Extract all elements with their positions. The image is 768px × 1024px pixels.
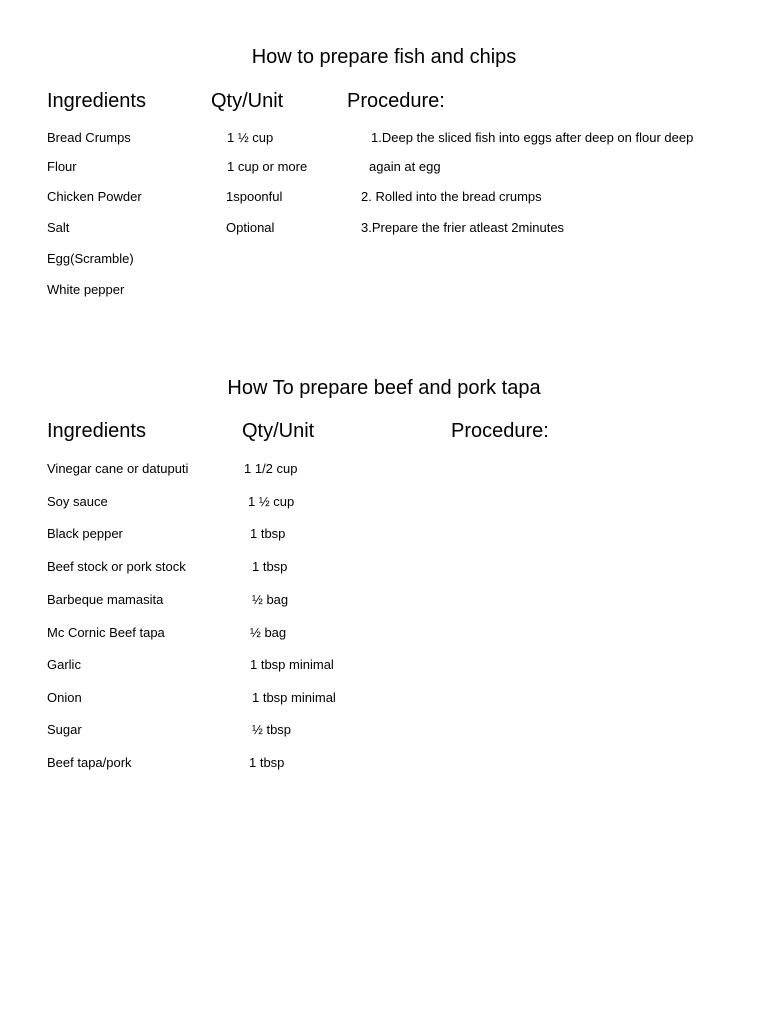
recipe2-ingredients-header: Ingredients	[47, 420, 146, 442]
recipe2-qty: 1 1/2 cup	[244, 461, 298, 476]
recipe2-ingredient: Soy sauce	[47, 494, 108, 509]
recipe2-qty: 1 ½ cup	[248, 494, 295, 509]
recipe1-qty: 1spoonful	[226, 189, 283, 204]
recipe1-title: How to prepare fish and chips	[251, 46, 517, 68]
recipe2-qty: 1 tbsp minimal	[250, 657, 334, 672]
recipe2-ingredient: Mc Cornic Beef tapa	[47, 625, 165, 640]
recipe1-qty-header: Qty/Unit	[211, 90, 284, 112]
recipe2-ingredient: Vinegar cane or datuputi	[47, 461, 189, 476]
recipe2-qty: ½ tbsp	[252, 722, 292, 737]
recipe1-ingredient: Egg(Scramble)	[47, 251, 134, 266]
recipe2-title: How To prepare beef and pork tapa	[227, 377, 541, 399]
recipe2-qty: ½ bag	[250, 625, 287, 640]
recipe1-procedure-header: Procedure:	[347, 90, 445, 112]
recipe2-procedure-header: Procedure:	[451, 420, 549, 442]
recipe1-procedure: again at egg	[369, 159, 441, 174]
recipe2-qty: 1 tbsp minimal	[252, 690, 336, 705]
recipe1-ingredients-header: Ingredients	[47, 90, 146, 112]
recipe1-ingredient: Salt	[47, 220, 70, 235]
recipe2-qty: 1 tbsp	[252, 559, 288, 574]
recipe1-qty: Optional	[226, 220, 275, 235]
recipe2-qty: 1 tbsp	[250, 526, 286, 541]
recipe2-qty: 1 tbsp	[249, 755, 285, 770]
recipe1-ingredient: Chicken Powder	[47, 189, 142, 204]
recipe2-ingredient: Barbeque mamasita	[47, 592, 164, 607]
recipe1-qty: 1 ½ cup	[227, 130, 274, 145]
recipe2-ingredient: Beef stock or pork stock	[47, 559, 186, 574]
recipe2-qty: ½ bag	[252, 592, 289, 607]
recipe1-procedure: 2. Rolled into the bread crumps	[361, 189, 542, 204]
recipe2-qty-header: Qty/Unit	[242, 420, 315, 442]
recipe1-ingredient: Bread Crumps	[47, 130, 131, 145]
recipe1-ingredient: White pepper	[47, 282, 125, 297]
recipe2-ingredient: Garlic	[47, 657, 81, 672]
recipe1-procedure: 1.Deep the sliced fish into eggs after deep on flour deep	[371, 130, 694, 145]
recipe2-ingredient: Beef tapa/pork	[47, 755, 132, 770]
recipe1-procedure: 3.Prepare the frier atleast 2minutes	[361, 220, 565, 235]
recipe1-qty: 1 cup or more	[227, 159, 308, 174]
recipe2-ingredient: Black pepper	[47, 526, 123, 541]
recipe2-ingredient: Onion	[47, 690, 82, 705]
recipe1-ingredient: Flour	[47, 159, 77, 174]
recipe2-ingredient: Sugar	[47, 722, 82, 737]
